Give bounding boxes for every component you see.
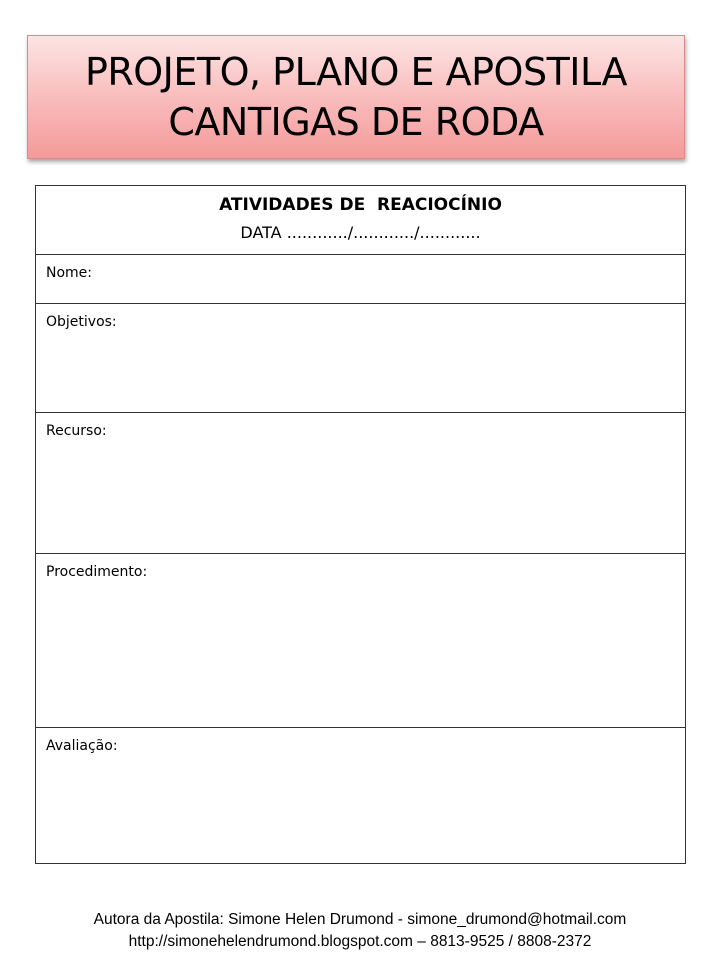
form-header-date: DATA ............/............/............: [240, 223, 481, 242]
footer-author-line: Autora da Apostila: Simone Helen Drumond - simone_drumond@hotmail.com: [93, 911, 627, 928]
field-row-recurso[interactable]: [36, 412, 685, 553]
field-row-nome[interactable]: [36, 254, 685, 303]
author-footer: [0, 909, 720, 953]
field-label-avaliacao: Avaliação:: [46, 738, 118, 754]
footer-contact-line: http://simonehelendrumond.blogspot.com – 8813-9525 / 8808-2372: [128, 933, 592, 950]
field-label-objetivos: Objetivos:: [46, 314, 117, 330]
title-banner: [27, 35, 685, 159]
field-label-procedimento: Procedimento:: [46, 564, 148, 580]
form-header-title: ATIVIDADES DE REACIOCÍNIO: [219, 195, 502, 215]
field-row-avaliacao[interactable]: [36, 727, 685, 863]
field-label-nome: Nome:: [46, 265, 93, 281]
field-label-recurso: Recurso:: [46, 423, 107, 439]
field-row-objetivos[interactable]: [36, 303, 685, 412]
form-header: [36, 186, 685, 254]
title-line-2: CANTIGAS DE RODA: [168, 100, 544, 144]
activity-form: [35, 185, 686, 864]
field-row-procedimento[interactable]: [36, 553, 685, 727]
title-line-1: PROJETO, PLANO E APOSTILA: [84, 50, 628, 94]
